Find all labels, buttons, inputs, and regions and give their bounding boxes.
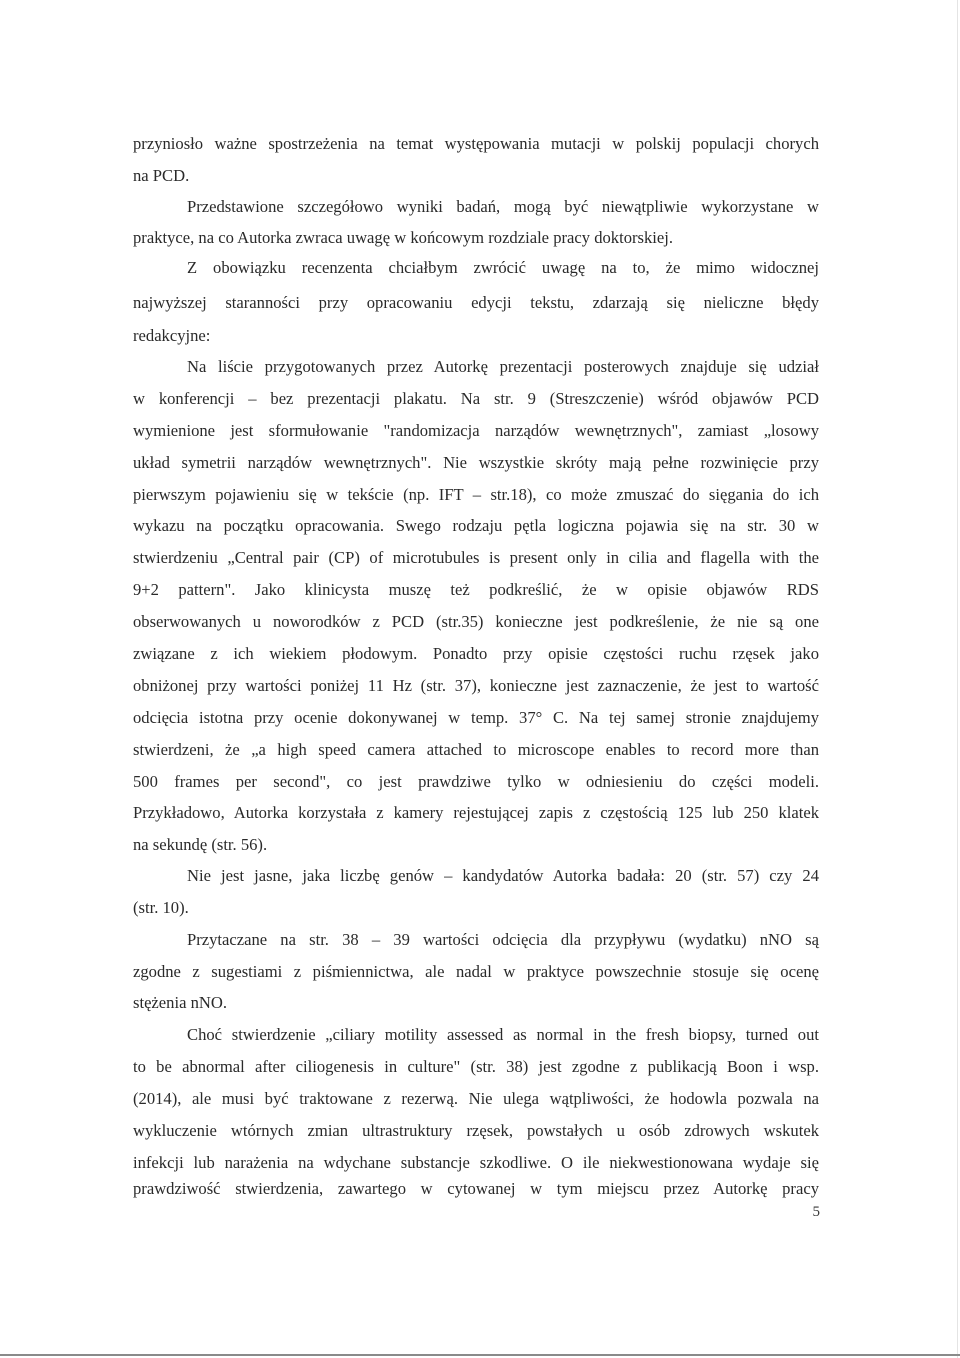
text-line: Z obowiązku recenzenta chciałbym zwrócić uwagę na to, że mimo widocznej (187, 258, 819, 277)
text-line: prawdziwość stwierdzenia, zawartego w cytowanej w tym miejscu przez Autorkę pracy (133, 1179, 819, 1198)
text-line: Choć stwierdzenie „ciliary motility assessed as normal in the fresh biopsy, turned out (187, 1025, 819, 1044)
text-line: pierwszym pojawieniu się w tekście (np. IFT – str.18), co może zmuszać do sięgania do ich (133, 485, 819, 504)
scan-bottom-edge (0, 1354, 960, 1356)
text-line: praktyce, na co Autorka zwraca uwagę w końcowym rozdziale pracy doktorskiej. (133, 228, 674, 247)
text-line: Przykładowo, Autorka korzystała z kamery rejestującej zapis z częstością 125 lub 250 klatek (133, 803, 819, 822)
text-line: najwyższej staranności przy opracowaniu edycji tekstu, zdarzają się nieliczne błędy (133, 293, 819, 312)
page-number: 5 (812, 1204, 820, 1220)
text-line: (2014), ale musi być traktowane z rezerwą. Nie ulega wątpliwości, że hodowla pozwala na (133, 1089, 819, 1108)
text-line: na PCD. (133, 166, 190, 185)
text-line: związane z ich wiekiem płodowym. Ponadto przy opisie częstości ruchu rzęsek jako (133, 644, 819, 663)
text-line: Przedstawione szczegółowo wyniki badań, mogą być niewątpliwie wykorzystane w (187, 197, 819, 216)
text-line: w konferencji – bez prezentacji plakatu. Na str. 9 (Streszczenie) wśród objawów PCD (133, 389, 819, 408)
text-line: 500 frames per second", co jest prawdziwe tylko w odniesieniu do części modeli. (133, 772, 819, 791)
text-line: stężenia nNO. (133, 993, 227, 1012)
text-line: przyniosło ważne spostrzeżenia na temat występowania mutacji w polskij populacji chorych (133, 134, 819, 153)
scan-edge-line (957, 0, 958, 1358)
text-line: stwierdzeniu „Central pair (CP) of microtubules is present only in cilia and flagella with the (133, 548, 819, 567)
text-line: Przytaczane na str. 38 – 39 wartości odcięcia dla przypływu (wydatku) nNO są (187, 930, 819, 949)
text-line: zgodne z sugestiami z piśmiennictwa, ale nadal w praktyce powszechnie stosuje się ocenę (133, 962, 819, 981)
text-line: stwierdzeni, że „a high speed camera attached to microscope enables to record more than (133, 740, 819, 759)
text-line: na sekundę (str. 56). (133, 835, 268, 854)
text-line: Nie jest jasne, jaka liczbę genów – kandydatów Autorka badała: 20 (str. 57) czy 24 (187, 866, 819, 885)
text-line: układ symetrii narządów wewnętrznych". Nie wszystkie skróty mają pełne rozwinięcie przy (133, 453, 819, 472)
text-line: wykazu na początku opracowania. Swego rodzaju pętla logiczna pojawia się na str. 30 w (133, 516, 819, 535)
text-line: wymienione jest sformułowanie "randomizacja narządów wewnętrznych", zamiast „losowy (133, 421, 819, 440)
text-line: obniżonej przy wartości poniżej 11 Hz (str. 37), konieczne jest zaznaczenie, że jest to wartość (133, 676, 819, 695)
text-line: odcięcia istotna przy ocenie dokonywanej w temp. 37° C. Na tej samej stronie znajdujemy (133, 708, 819, 727)
text-line: obserwowanych u noworodków z PCD (str.35) konieczne jest podkreślenie, że nie są one (133, 612, 819, 631)
text-line: wykluczenie wtórnych zmian ultrastruktury rzęsek, powstałych u osób zdrowych wskutek (133, 1121, 819, 1140)
text-line: 9+2 pattern". Jako klinicysta muszę też podkreślić, że w opisie objawów RDS (133, 580, 819, 599)
text-line: (str. 10). (133, 898, 189, 917)
text-line: to be abnormal after ciliogenesis in culture" (str. 38) jest zgodne z publikacją Boon i wsp. (133, 1057, 819, 1076)
text-line: redakcyjne: (133, 326, 211, 345)
text-line: Na liście przygotowanych przez Autorkę prezentacji posterowych znajduje się udział (187, 357, 819, 376)
text-line: infekcji lub narażenia na wdychane substancje szkodliwe. O ile niekwestionowana wydaje się (133, 1153, 819, 1172)
